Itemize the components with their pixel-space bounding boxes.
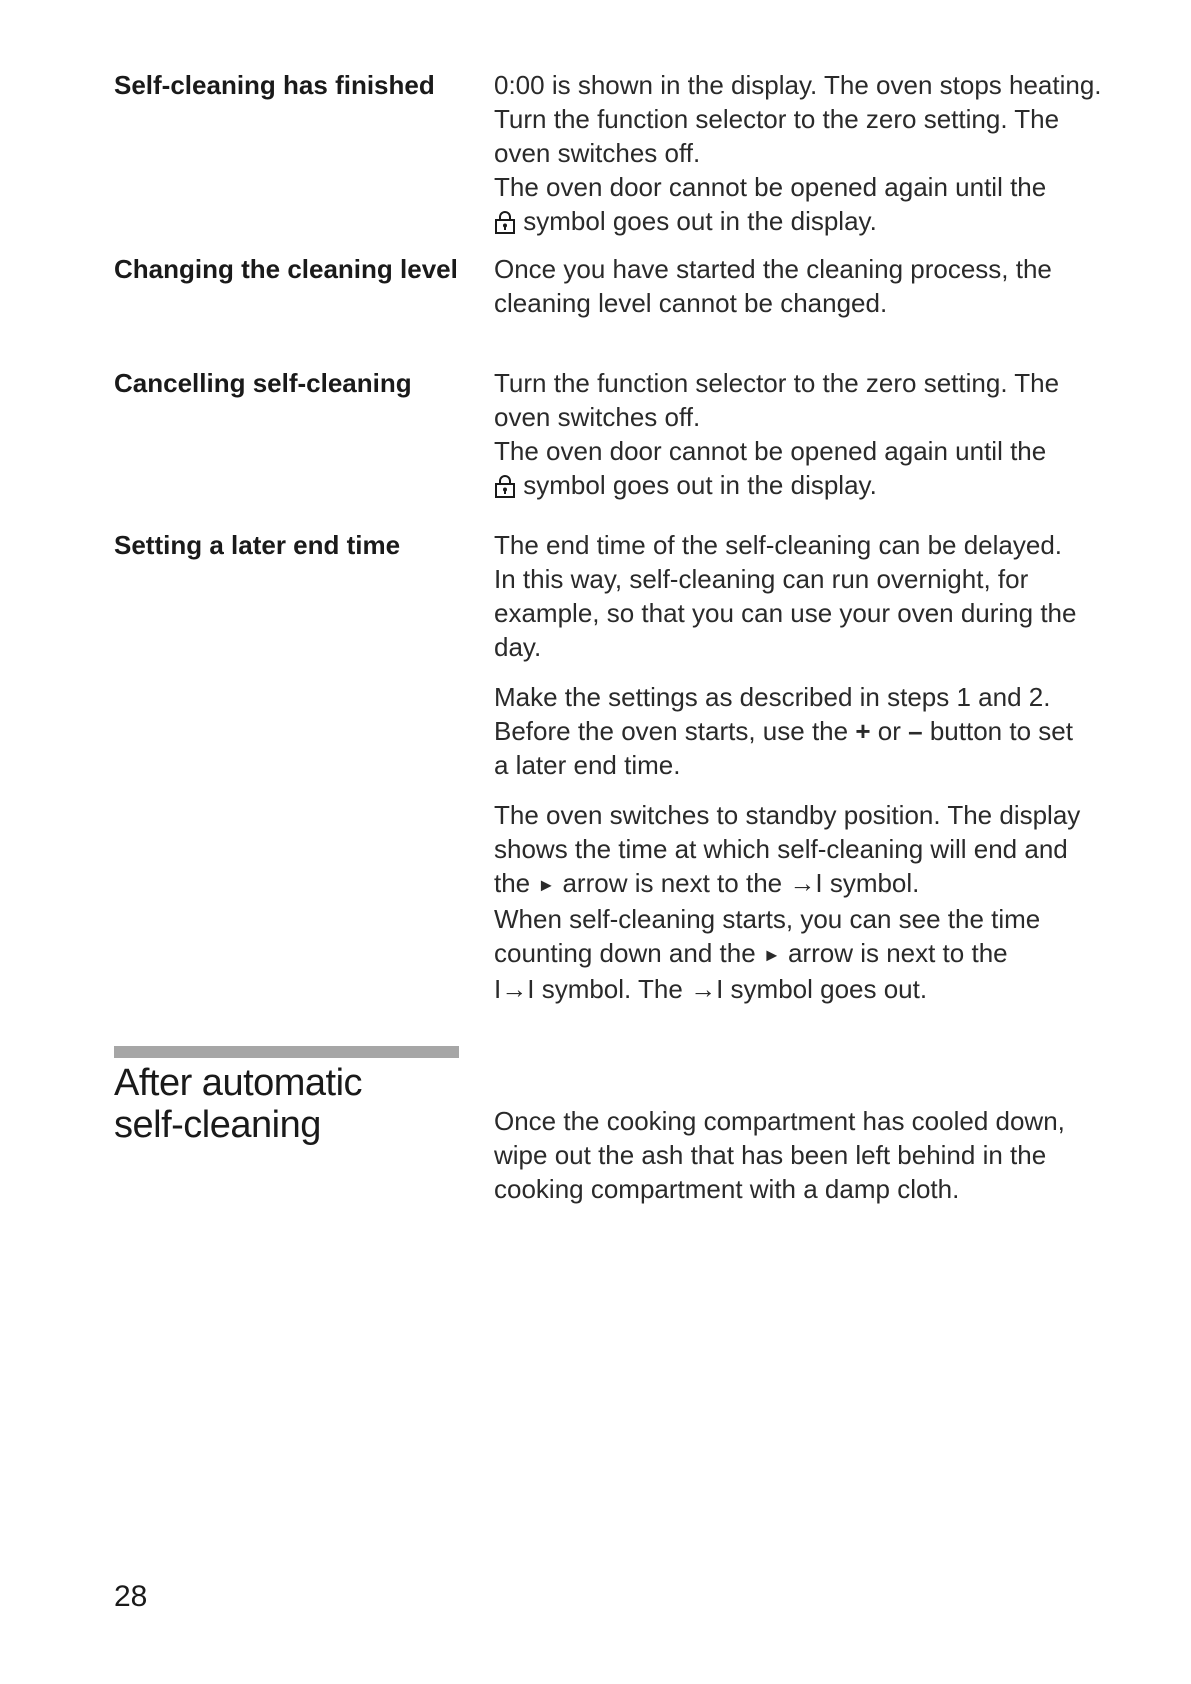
body-line: In this way, self-cleaning can run overnight, for bbox=[494, 564, 1029, 594]
play-arrow-icon: ► bbox=[762, 945, 781, 965]
body-line: The oven door cannot be opened again until the bbox=[494, 172, 1047, 202]
body-line: The end time of the self-cleaning can be delayed. bbox=[494, 530, 1063, 560]
lock-icon bbox=[494, 474, 516, 498]
body-line bbox=[494, 972, 1104, 1006]
row-label: Changing the cleaning level bbox=[114, 254, 458, 284]
body-line: example, so that you can use your oven during the bbox=[494, 598, 1077, 628]
end-time-icon: →I bbox=[789, 868, 823, 898]
body-line: Turn the function selector to the zero setting. The bbox=[494, 368, 1060, 398]
body-line-text: symbol goes out in the display. bbox=[523, 470, 877, 500]
row-body bbox=[494, 252, 1104, 320]
body-line bbox=[494, 866, 1104, 902]
body-line: Once the cooking compartment has cooled down, bbox=[494, 1106, 1065, 1136]
row-label: Cancelling self-cleaning bbox=[114, 368, 412, 398]
start-end-icon: I→I bbox=[494, 974, 535, 1004]
body-line: 0:00 is shown in the display. The oven stops heating. bbox=[494, 70, 1102, 100]
row-body bbox=[494, 366, 1104, 502]
body-line-text: button to set bbox=[929, 716, 1073, 746]
body-line: a later end time. bbox=[494, 750, 681, 780]
body-line-text: symbol goes out. bbox=[730, 974, 928, 1004]
body-line: The oven door cannot be opened again until the bbox=[494, 436, 1047, 466]
body-line-text: the bbox=[494, 868, 531, 898]
body-line: Turn the function selector to the zero setting. The bbox=[494, 104, 1060, 134]
body-line-text: counting down and the bbox=[494, 938, 756, 968]
body-line-text: symbol goes out in the display. bbox=[523, 206, 877, 236]
row-label: Self-cleaning has finished bbox=[114, 70, 435, 100]
body-line: The oven switches to standby position. The display bbox=[494, 800, 1081, 830]
body-line-text: Before the oven starts, use the bbox=[494, 716, 849, 746]
section-divider bbox=[114, 1046, 459, 1058]
row-body bbox=[494, 528, 1104, 1006]
play-arrow-icon: ► bbox=[537, 875, 556, 895]
body-line: day. bbox=[494, 632, 542, 662]
minus-icon: – bbox=[908, 716, 923, 746]
body-line: oven switches off. bbox=[494, 138, 701, 168]
body-line-text: arrow is next to the bbox=[562, 868, 783, 898]
body-line: cooking compartment with a damp cloth. bbox=[494, 1174, 960, 1204]
body-line: shows the time at which self-cleaning will end and bbox=[494, 834, 1068, 864]
body-line-text: symbol. bbox=[829, 868, 920, 898]
paragraph-gap bbox=[494, 664, 1104, 680]
plus-icon: + bbox=[855, 716, 871, 746]
row-label: Setting a later end time bbox=[114, 530, 401, 560]
section-title-line: self-cleaning bbox=[114, 1104, 321, 1146]
lock-icon bbox=[494, 210, 516, 234]
section-title bbox=[114, 1062, 459, 1146]
body-line-text: arrow is next to the bbox=[787, 938, 1008, 968]
body-line bbox=[494, 468, 1104, 502]
body-line: cleaning level cannot be changed. bbox=[494, 288, 888, 318]
body-line: Make the settings as described in steps 1 and 2. bbox=[494, 682, 1051, 712]
body-line: wipe out the ash that has been left behind in the bbox=[494, 1140, 1047, 1170]
body-line-text: or bbox=[877, 716, 901, 746]
body-line bbox=[494, 714, 1104, 748]
body-line: When self-cleaning starts, you can see the time bbox=[494, 904, 1041, 934]
body-line bbox=[494, 936, 1104, 972]
body-line: Once you have started the cleaning process, the bbox=[494, 254, 1052, 284]
body-line-text: symbol. The bbox=[541, 974, 683, 1004]
paragraph-gap bbox=[494, 782, 1104, 798]
row-body bbox=[494, 1104, 1104, 1206]
body-line bbox=[494, 204, 1104, 238]
end-time-icon: →I bbox=[690, 974, 724, 1004]
row-body bbox=[494, 68, 1104, 238]
section-title-line: After automatic bbox=[114, 1062, 363, 1104]
page-number: 28 bbox=[114, 1580, 148, 1613]
body-line: oven switches off. bbox=[494, 402, 701, 432]
